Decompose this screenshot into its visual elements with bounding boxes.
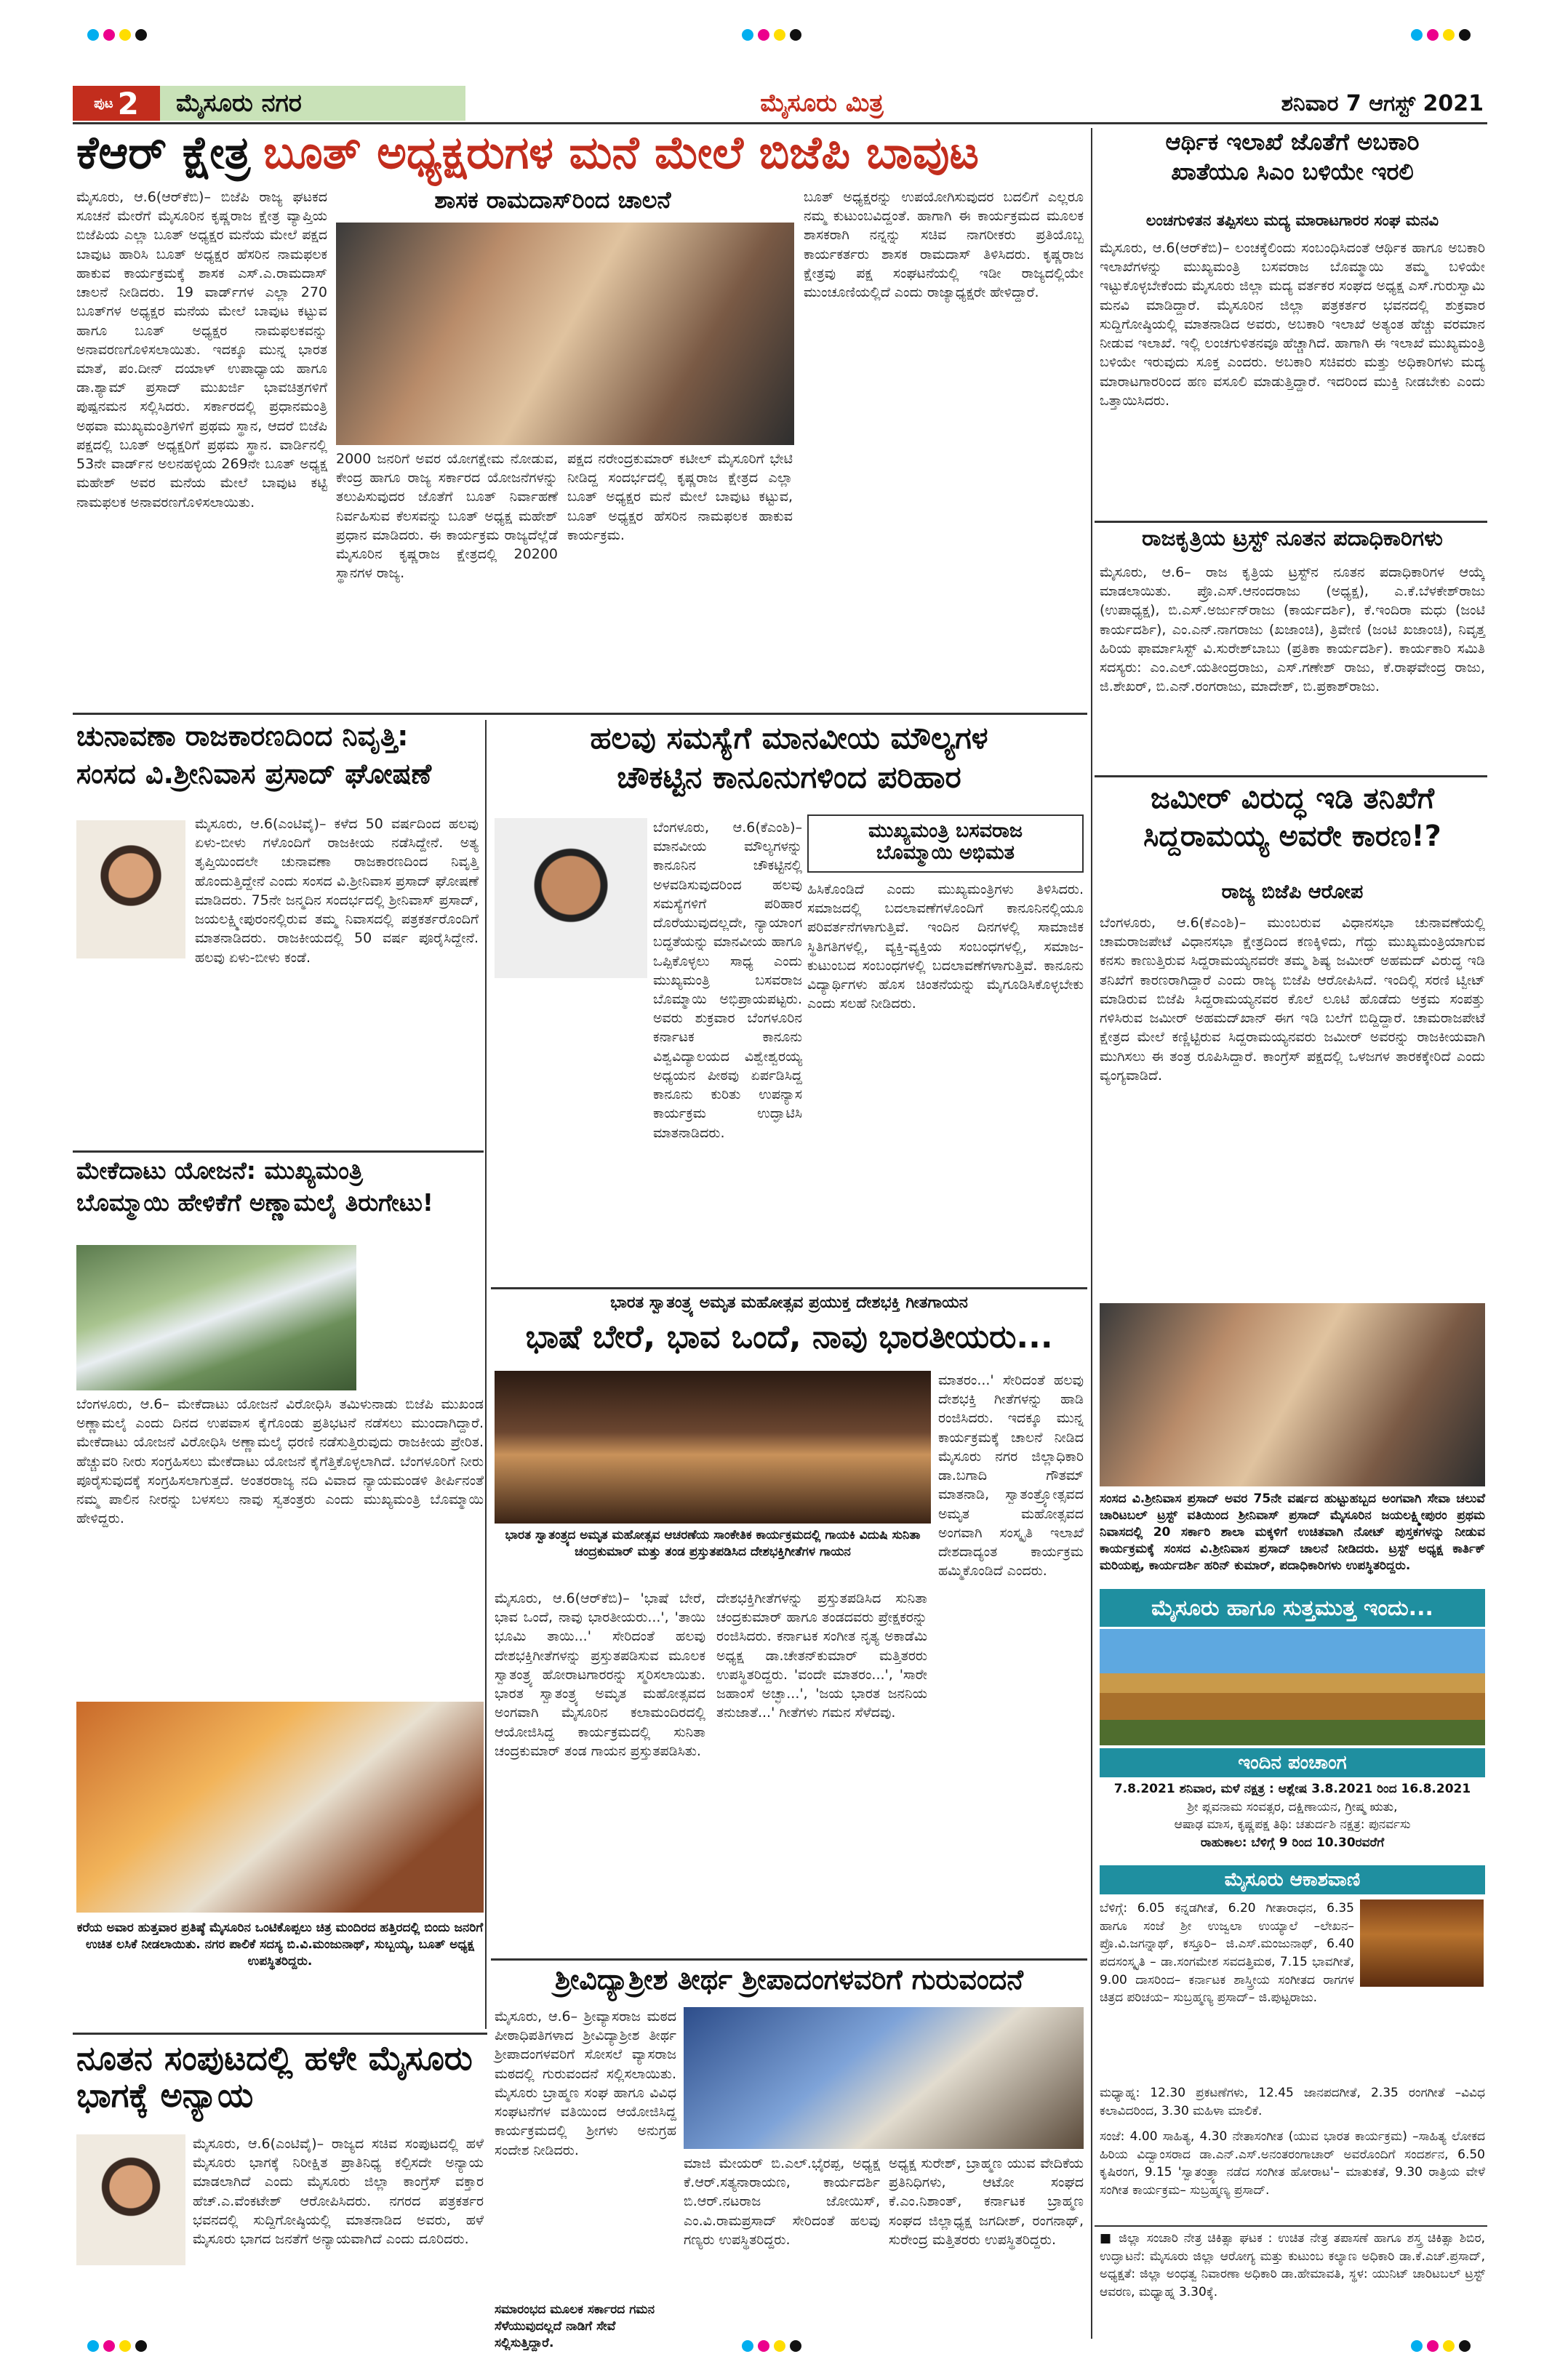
- registration-dots-top-right: [1411, 29, 1471, 41]
- mekedatu-headline-line1: ಮೇಕೆದಾಟು ಯೋಜನೆ: ಮುಖ್ಯಮಂತ್ರಿ: [76, 1156, 363, 1185]
- cm-portrait: [495, 818, 647, 978]
- bottom-top-rule: [73, 2033, 487, 2035]
- lead-col3: ಪಕ್ಷದ ನರೇಂದ್ರಕುಮಾರ್ ಕಟೀಲ್ ಮೈಸೂರಿಗೆ ಭೇಟಿ ನೀಡಿದ್ದ ಸಂದರ್ಭದಲ್ಲಿ ಕೃಷ್ಣರಾಜ ಕ್ಷೇತ್ರದ ಎಲ್ಲಾ ಬೂತ್ ಅಧ್ಯಕ್ಷರ ಮನೆ ಮೇಲೆ ಬಾವುಟ ಕಟ್ಟುವ, ಬೂತ್ ಅಧ್ಯಕ್ಷರ ಹೆಸರಿನ ನಾಮಫಲಕ ಹಾಕುವ ಕಾರ್ಯಕ್ರಮ.: [567, 451, 793, 543]
- zameer-headline-line1: ಜಮೀರ್ ವಿರುದ್ಧ ಇಡಿ ತನಿಖೆಗೆ: [1151, 782, 1434, 815]
- song-kicker: ಭಾರತ ಸ್ವಾತಂತ್ರ್ಯ ಅಮೃತ ಮಹೋತ್ಸವ ಪ್ರಯುಕ್ತ ದೇಶಭಕ್ತಿ ಗೀತಗಾಯನ: [610, 1294, 968, 1312]
- song-photo: [495, 1371, 931, 1524]
- bottom-headline: ನೂತನ ಸಂಪುಟದಲ್ಲಿ ಹಳೇ ಮೈಸೂರು ಭಾಗಕ್ಕೆ ಅನ್ಯಾಯ: [76, 2038, 473, 2115]
- mekedatu-headline: [76, 1158, 484, 1238]
- right-column-divider: [1091, 128, 1092, 2339]
- seer-headline: ಶ್ರೀವಿದ್ಯಾಶ್ರೀಶ ತೀರ್ಥ ಶ್ರೀಪಾದಂಗಳವರಿಗೆ ಗುರುವಂದನೆ: [554, 1963, 1023, 1995]
- excise-headline: [1100, 129, 1485, 209]
- seer-col3: ಅಧ್ಯಕ್ಷ ಸುರೇಶ್, ಬ್ರಾಹ್ಮಣ ಯುವ ವೇದಿಕೆಯ ಪ್ರತಿನಿಧಿಗಳು, ಆಟೋ ಸಂಘದ ಕೆ.ಎಂ.ನಿಶಾಂತ್, ಕರ್ನಾಟಕ ಬ್ರಾಹ್ಮಣ ಸಂಘದ ಜಿಲ್ಲಾಧ್ಯಕ್ಷ ಜಗದೀಶ್, ರಂಗನಾಥ್, ಸುರೇಂದ್ರ ಮತ್ತಿತರರು ಉಪಸ್ಥಿತರಿದ್ದರು.: [889, 2155, 1084, 2248]
- seer-col1: ಮೈಸೂರು, ಆ.6– ಶ್ರೀವ್ಯಾಸರಾಜ ಮಠದ ಪೀಠಾಧಿಪತಿಗಳಾದ ಶ್ರೀವಿದ್ಯಾಶ್ರೀಶ ತೀರ್ಥ ಶ್ರೀಪಾದಂಗಳವರಿಗೆ ಸೋಸಲೆ ವ್ಯಾಸರಾಜ ಮಠದಲ್ಲಿ ಗುರುವಂದನೆ ಸಲ್ಲಿಸಲಾಯಿತು. ಮೈಸೂರು ಬ್ರಾಹ್ಮಣ ಸಂಘ ಹಾಗೂ ವಿವಿಧ ಸಂಘಟನೆಗಳ ವತಿಯಿಂದ ಆಯೋಜಿಸಿದ್ದ ಕಾರ್ಯಕ್ರಮದಲ್ಲಿ ಶ್ರೀಗಳು ಅನುಗ್ರಹ ಸಂದೇಶ ನೀಡಿದರು.: [495, 2009, 676, 2158]
- song-bottom-rule: [491, 1958, 1087, 1961]
- panchanga-line2: ಶ್ರೀ ಪ್ಲವನಾಮ ಸಂವತ್ಸರ, ದಕ್ಷಿಣಾಯನ, ಗ್ರೀಷ್ಮ ಋತು,: [1187, 1799, 1398, 1814]
- cm-kicker-line1: ಮುಖ್ಯಮಂತ್ರಿ ಬಸವರಾಜ: [868, 820, 1023, 842]
- seer-photo: [684, 2007, 1084, 2149]
- retire-portrait: [76, 820, 185, 958]
- zameer-photo: [1100, 1303, 1485, 1486]
- page-number: 2: [117, 85, 139, 121]
- registration-dots-bottom: [87, 2340, 147, 2352]
- trust-headline: ರಾಜಕೃತ್ರಿಯ ಟ್ರಸ್ಟ್ ನೂತನ ಪದಾಧಿಕಾರಿಗಳು: [1142, 526, 1443, 551]
- song-col3: ಮಾತರಂ...' ಸೇರಿದಂತೆ ಹಲವು ದೇಶಭಕ್ತಿ ಗೀತೆಗಳನ್ನು ಹಾಡಿ ರಂಜಿಸಿದರು. ಇದಕ್ಕೂ ಮುನ್ನ ಕಾರ್ಯಕ್ರಮಕ್ಕೆ ಚಾಲನೆ ನೀಡಿದ ಮೈಸೂರು ನಗರ ಜಿಲ್ಲಾಧಿಕಾರಿ ಡಾ.ಬಗಾದಿ ಗೌತಮ್ ಮಾತನಾಡಿ, ಸ್ವಾತಂತ್ರ್ಯೋತ್ಸವದ ಅಮೃತ ಮಹೋತ್ಸವದ ಅಂಗವಾಗಿ ಸಂಸ್ಕೃತಿ ಇಲಾಖೆ ದೇಶದಾದ್ಯಂತ ಕಾರ್ಯಕ್ರಮ ಹಮ್ಮಿಕೊಂಡಿದೆ ಎಂದರು.: [938, 1372, 1084, 1580]
- cm-headline-line1: ಹಲವು ಸಮಸ್ಯೆಗೆ ಮಾನವೀಯ ಮೌಲ್ಯಗಳ: [590, 720, 988, 756]
- lead-col1: ಮೈಸೂರು, ಆ.6(ಆರ್‌ಕೆಬಿ)– ಬಿಜೆಪಿ ರಾಜ್ಯ ಘಟಕದ ಸೂಚನೆ ಮೇರೆಗೆ ಮೈಸೂರಿನ ಕೃಷ್ಣರಾಜ ಕ್ಷೇತ್ರ ವ್ಯಾಪ್ತಿಯ ಬಿಜೆಪಿಯ ಎಲ್ಲಾ ಬೂತ್ ಅಧ್ಯಕ್ಷರ ಮನೆಯ ಮೇಲೆ ಪಕ್ಷದ ಬಾವುಟ ಹಾರಿಸಿ ಬೂತ್ ಅಧ್ಯಕ್ಷರ ಹೆಸರಿನ ನಾಮಫಲಕ ಹಾಕುವ ಕಾರ್ಯಕ್ರಮಕ್ಕೆ ಶಾಸಕ ಎಸ್.ಎ.ರಾಮದಾಸ್ ಚಾಲನೆ ನೀಡಿದರು. 19 ವಾರ್ಡ್‌ಗಳ ಎಲ್ಲಾ 270 ಬೂತ್‌ಗಳ ಅಧ್ಯಕ್ಷರ ಮನೆಯ ಮೇಲೆ ಬಾವುಟ ಕಟ್ಟುವ ಹಾಗೂ ಬೂತ್ ಅಧ್ಯಕ್ಷರ ನಾಮಫಲಕವನ್ನು ಅನಾವರಣಗೊಳಿಸಲಾಯಿತು. ಇದಕ್ಕೂ ಮುನ್ನ ಭಾರತ ಮಾತೆ, ಪಂ.ದೀನ್ ದಯಾಳ್ ಉಪಾಧ್ಯಾಯ ಹಾಗೂ ಡಾ.ಶ್ಯಾಮ್ ಪ್ರಸಾದ್ ಮುಖರ್ಜಿ ಭಾವಚಿತ್ರಗಳಿಗೆ ಪುಷ್ಪನಮನ ಸಲ್ಲಿಸಿದರು. ಸರ್ಕಾರದಲ್ಲಿ ಪ್ರಧಾನಮಂತ್ರಿ ಅಥವಾ ಮುಖ್ಯಮಂತ್ರಿಗಳಿಗೆ ಪ್ರಥಮ ಸ್ಥಾನ, ಆದರೆ ಬಿಜೆಪಿ ಪಕ್ಷದಲ್ಲಿ ಬೂತ್ ಅಧ್ಯಕ್ಷರಿಗೆ ಪ್ರಥಮ ಸ್ಥಾನ. ವಾರ್ಡಿನಲ್ಲಿ 53ನೇ ವಾರ್ಡ್‌ನ ಅಲನಹಳ್ಳಿಯ 269ನೇ ಬೂತ್ ಅಧ್ಯಕ್ಷ ಮಹೇಶ್ ಅವರ ಮನೆಯ ಮೇಲೆ ಬಾವುಟ ಕಟ್ಟಿ ನಾಮಫಲಕ ಅನಾವರಣಗೊಳಿಸಲಾಯಿತು.: [76, 189, 327, 511]
- song-col1: ಮೈಸೂರು, ಆ.6(ಆರ್‌ಕೆಬಿ)– 'ಭಾಷೆ ಬೇರೆ, ಭಾವ ಒಂದೆ, ನಾವು ಭಾರತೀಯರು...', 'ತಾಯಿ ಭೂಮಿ ತಾಯಿ...' ಸೇರಿದಂತೆ ಹಲವು ದೇಶಭಕ್ತಿಗೀತೆಗಳನ್ನು ಪ್ರಸ್ತುತಪಡಿಸುವ ಮೂಲಕ ಸ್ವಾತಂತ್ರ್ಯ ಹೋರಾಟಗಾರರನ್ನು ಸ್ಮರಿಸಲಾಯಿತು. ಭಾರತ ಸ್ವಾತಂತ್ರ್ಯ ಅಮೃತ ಮಹೋತ್ಸವದ ಅಂಗವಾಗಿ ಮೈಸೂರಿನ ಕಲಾಮಂದಿರದಲ್ಲಿ ಆಯೋಜಿಸಿದ್ದ ಕಾರ್ಯಕ್ರಮದಲ್ಲಿ ಸುನಿತಾ ಚಂದ್ರಕುಮಾರ್ ತಂಡ ಗಾಯನ ಪ್ರಸ್ತುತಪಡಿಸಿತು.: [495, 1590, 705, 1759]
- cm-kicker: [807, 814, 1084, 873]
- panchanga-title: ಇಂದಿನ ಪಂಚಾಂಗ: [1100, 1748, 1485, 1777]
- trust-text: ಮೈಸೂರು, ಆ.6– ರಾಜ ಕೃತ್ರಿಯ ಟ್ರಸ್ಟ್‌ನ ನೂತನ ಪದಾಧಿಕಾರಿಗಳ ಆಯ್ಕೆ ಮಾಡಲಾಯಿತು. ಪ್ರೊ.ಎಸ್.ಆನಂದರಾಜು (ಅಧ್ಯಕ್ಷ), ಎ.ಕೆ.ಬೆಳಕೇಶ್‌ರಾಜು (ಉಪಾಧ್ಯಕ್ಷ), ಬಿ.ಎಸ್.ಅರ್ಜುನ್‌ರಾಜು (ಕಾರ್ಯದರ್ಶಿ), ಕೆ.ಇಂದಿರಾ ಮಧು (ಜಂಟಿ ಕಾರ್ಯದರ್ಶಿ), ಎಂ.ಎನ್.ನಾಗರಾಜು (ಖಜಾಂಚಿ), ತ್ರಿವೇಣಿ (ಜಂಟಿ ಖಜಾಂಚಿ), ನಿವೃತ್ತ ಹಿರಿಯ ಫಾರ್ಮಾಸಿಸ್ಟ್ ವಿ.ಸುರೇಶ್‌ಬಾಬು (ಪ್ರತಿಕಾ ಕಾರ್ಯದರ್ಶಿ). ಕಾರ್ಯಕಾರಿ ಸಮಿತಿ ಸದಸ್ಯರು: ಎಂ.ಎಲ್.ಯತೀಂದ್ರರಾಜು, ಎಸ್.ಗಣೇಶ್ ರಾಜು, ಕೆ.ರಾಘವೇಂದ್ರ ರಾಜು, ಜಿ.ಶೇಖರ್, ಬಿ.ಎನ್.ರಂಗರಾಜು, ಮಾದೇಶ್, ಬಿ.ಪ್ರಕಾಶ್‌ರಾಜು.: [1100, 564, 1485, 695]
- mekedatu-headline-line2: ಬೊಮ್ಮಾಯಿ ಹೇಳಿಕೆಗೆ ಅಣ್ಣಾಮಲೈ ತಿರುಗೇಟು!: [76, 1188, 433, 1217]
- song-caption: ಭಾರತ ಸ್ವಾತಂತ್ರ್ಯದ ಅಮೃತ ಮಹೋತ್ಸವ ಆಚರಣೆಯ ಸಾಂಕೇತಿಕ ಕಾರ್ಯಕ್ರಮದಲ್ಲಿ ಗಾಯಕಿ ವಿದುಷಿ ಸುನಿತಾ ಚಂದ್ರಕುಮಾರ್ ಮತ್ತು ತಂಡ ಪ್ರಸ್ತುತಪಡಿಸಿದ ದೇಶಭಕ್ತಿಗೀತೆಗಳ ಗಾಯನ: [505, 1528, 921, 1559]
- lead-bottom-rule: [73, 713, 1087, 715]
- cm-bottom-rule: [491, 1287, 1087, 1289]
- mekedatu-caption: ಕರೆಯ ಅವಾರ ಹುತ್ತವಾರ ಪ್ರತಿಷ್ಠೆ ಮೈಸೂರಿನ ಒಂಟಿಕೊಪ್ಪಲು ಚಿತ್ರ ಮಂದಿರದ ಹತ್ತಿರದಲ್ಲಿ ಬಿಂದು ಜನರಿಗೆ ಉಚಿತ ಲಸಿಕೆ ನೀಡಲಾಯಿತು. ನಗರ ಪಾಲಿಕೆ ಸದಸ್ಯ ಬಿ.ವಿ.ಮಂಜುನಾಥ್, ಸುಬ್ಬಯ್ಯ, ಬೂತ್ ಅಧ್ಯಕ್ಷ ಉಪಸ್ಥಿತರಿದ್ದರು.: [76, 1921, 484, 1969]
- cm-kicker-line2: ಬೊಮ್ಮಾಯಿ ಅಭಿಮತ: [876, 841, 1015, 864]
- excise-headline-line1: ಆರ್ಥಿಕ ಇಲಾಖೆ ಜೊತೆಗೆ ಅಬಕಾರಿ: [1165, 128, 1420, 156]
- radio-title: ಮೈಸೂರು ಆಕಾಶವಾಣಿ: [1100, 1865, 1485, 1894]
- column-divider: [485, 720, 487, 2029]
- radio-afternoon: ಮಧ್ಯಾಹ್ನ: 12.30 ಪ್ರಕಟಣೆಗಳು, 12.45 ಜಾನಪದಗೀತೆ, 2.35 ರಂಗಗೀತೆ –ವಿವಿಧ ಕಲಾವಿದರಿಂದ, 3.30 ಮಹಿಳಾ ಮಾಲಿಕೆ.: [1100, 2086, 1485, 2118]
- mekedatu-photo: [76, 1245, 356, 1390]
- radio-evening: ಸಂಜೆ: 4.00 ಸಾಹಿತ್ಯ, 4.30 ನೇತಾಸಂಗೀತ (ಯುವ ಭಾರತ ಕಾರ್ಯಕ್ರಮ) –ಸಾಹಿತ್ಯ ಲೋಕದ ಹಿರಿಯ ವಿದ್ವಾಂಸರಾದ ಡಾ.ಎನ್.ಎಸ್.ಅನಂತರಂಗಾಚಾರ್ ಅವರೊಂದಿಗೆ ಸಂದರ್ಶನ, 6.50 ಕೃಷಿರಂಗ, 9.15 'ಸ್ವಾತಂತ್ರ್ಯಾ ನಡೆದ ಸಂಗೀತ ಹೋರಾಟ'– ಮಾತುಕತೆ, 9.30 ರಾತ್ರಿಯ ವೇಳೆ ಸಂಗೀತ ಕಾರ್ಯಕ್ರಮ– ಸುಬ್ರಹ್ಮಣ್ಯ ಪ್ರಸಾದ್.: [1100, 2129, 1485, 2198]
- lead-subhead: ಶಾಸಕ ರಾಮದಾಸ್‌ರಿಂದ ಚಾಲನೆ: [434, 186, 671, 214]
- radio-morning: ಬೆಳಿಗ್ಗೆ: 6.05 ಕನ್ನಡಗೀತೆ, 6.20 ಗೀತಾರಾಧನ, 6.35 ಹಾಗೂ ಸಂಜೆ ಶ್ರೀ ಉಜ್ವಲಾ ಉಯ್ಯಾಲೆ –ಲೇಖನ– ಪ್ರೊ.ವಿ.ಜಗನ್ನಾಥ್, ಕಸ್ತೂರಿ– ಜಿ.ಎಸ್.ಮಂಜುನಾಥ್, 6.40 ಪದಸಂಸ್ಕೃತಿ – ಡಾ.ಸಂಗಮೇಶ ಸವದತ್ತಿಮಠ, 7.15 ಭಾವಗೀತೆ, 9.00 ದಾಸರಿಂದ– ಕರ್ನಾಟಕ ಶಾಸ್ತ್ರೀಯ ಸಂಗೀತದ ರಾಗಗಳ ಚಿತ್ರದ ಪರಿಚಯ– ಸುಬ್ರಹ್ಮಣ್ಯ ಪ್ರಸಾದ್– ಜಿ.ಪುಟ್ಟರಾಜು.: [1100, 1901, 1354, 2006]
- retire-headline: [76, 721, 480, 809]
- zameer-headline-line2: ಸಿದ್ದರಾಮಯ್ಯ ಅವರೇ ಕಾರಣ!?: [1143, 820, 1441, 853]
- page-number-badge: [73, 86, 160, 121]
- panchanga-line3: ಆಷಾಢ ಮಾಸ, ಕೃಷ್ಣಪಕ್ಷ ತಿಥಿ: ಚತುರ್ದಶಿ ನಕ್ಷತ್ರ: ಪುನರ್ವಸು: [1174, 1817, 1411, 1833]
- cm-col2: ಹಿಸಿಕೊಂಡಿದೆ ಎಂದು ಮುಖ್ಯಮಂತ್ರಿಗಳು ತಿಳಿಸಿದರು. ಸಮಾಜದಲ್ಲಿ ಬದಲಾವಣೆಗಳೊಂದಿಗೆ ಕಾನೂನಿನಲ್ಲಿಯೂ ಪರಿವರ್ತನೆಗಳಾಗುತ್ತಿವೆ. ಇಂದಿನ ದಿನಗಳಲ್ಲಿ ಸಾಮಾಜಿಕ ಸ್ಥಿತಿಗತಿಗಳಲ್ಲಿ, ವ್ಯಕ್ತಿ-ವ್ಯಕ್ತಿಯ ಸಂಬಂಧಗಳಲ್ಲಿ, ಸಮಾಜ-ಕುಟುಂಬದ ಸಂಬಂಧಗಳಲ್ಲಿ ಬದಲಾವಣೆಗಳಾಗುತ್ತಿವೆ. ಕಾನೂನು ವಿದ್ಯಾರ್ಥಿಗಳು ಹೊಸ ಚಿಂತನೆಯನ್ನು ಮೈಗೂಡಿಸಿಕೊಳ್ಳಬೇಕು ಎಂದು ಸಲಹೆ ನೀಡಿದರು.: [807, 881, 1084, 1012]
- retire-bottom-rule: [73, 1150, 484, 1153]
- zameer-caption: ಸಂಸದ ವಿ.ಶ್ರೀನಿವಾಸ ಪ್ರಸಾದ್ ಅವರ 75ನೇ ವರ್ಷದ ಹುಟ್ಟುಹಬ್ಬದ ಅಂಗವಾಗಿ ಸೇವಾ ಚಲುವೆ ಚಾರಿಟಬಲ್ ಟ್ರಸ್ಟ್ ವತಿಯಿಂದ ಶ್ರೀನಿವಾಸ್ ಪ್ರಸಾದ್ ಮೈಸೂರಿನ ಜಯಲಕ್ಷ್ಮೀಪುರಂ ಪ್ರಥಮ ನಿವಾಸದಲ್ಲಿ 20 ಸರ್ಕಾರಿ ಶಾಲಾ ಮಕ್ಕಳಿಗೆ ಉಚಿತವಾಗಿ ನೋಟ್ ಪುಸ್ತಕಗಳನ್ನು ನೀಡುವ ಕಾರ್ಯಕ್ರಮಕ್ಕೆ ಸಂಸದ ವಿ.ಶ್ರೀನಿವಾಸ ಪ್ರಸಾದ್ ಚಾಲನೆ ನೀಡಿದರು. ಟ್ರಸ್ಟ್ ಅಧ್ಯಕ್ಷ ಕಾರ್ತಿಕ್ ಮರಿಯಪ್ಪ, ಕಾರ್ಯದರ್ಶಿ ಹರಿನ್ ಕುಮಾರ್, ಪದಾಧಿಕಾರಿಗಳು ಉಪಸ್ಥಿತರಿದ್ದರು.: [1100, 1492, 1485, 1573]
- cm-headline-line2: ಚೌಕಟ್ಟಿನ ಕಾನೂನುಗಳಿಂದ ಪರಿಹಾರ: [617, 759, 961, 796]
- bottom-col1: ಮೈಸೂರು, ಆ.6(ಎಂಟಿವೈ)– ರಾಜ್ಯದ ಸಚಿವ ಸಂಪುಟದಲ್ಲಿ ಹಳೆ ಮೈಸೂರು ಭಾಗಕ್ಕೆ ನಿರೀಕ್ಷಿತ ಪ್ರಾತಿನಿಧ್ಯ ಕಲ್ಪಿಸದೇ ಅನ್ಯಾಯ ಮಾಡಲಾಗಿದೆ ಎಂದು ಮೈಸೂರು ಜಿಲ್ಲಾ ಕಾಂಗ್ರೆಸ್ ವಕ್ತಾರ ಹೆಚ್.ಎ.ವೆಂಕಟೇಶ್ ಆರೋಪಿಸಿದರು. ನಗರದ ಪತ್ರಕರ್ತರ ಭವನದಲ್ಲಿ ಸುದ್ದಿಗೋಷ್ಠಿಯಲ್ಲಿ ಮಾತನಾಡಿದ ಅವರು, ಹಳೆ ಮೈಸೂರು ಭಾಗದ ಜನತೆಗೆ ಅನ್ಯಾಯವಾಗಿದೆ ಎಂದು ದೂರಿದರು.: [193, 2136, 484, 2248]
- excise-headline-line2: ಖಾತೆಯೂ ಸಿಎಂ ಬಳಿಯೇ ಇರಲಿ: [1171, 158, 1414, 186]
- registration-dots-top-center: [742, 29, 801, 41]
- retire-headline-line1: ಚುನಾವಣಾ ರಾಜಕಾರಣದಿಂದ ನಿವೃತ್ತಿ:: [76, 720, 409, 752]
- zameer-kicker: ರಾಜ್ಯ ಬಿಜೆಪಿ ಆರೋಪ: [1221, 881, 1364, 903]
- song-headline: ಭಾಷೆ ಬೇರೆ, ಭಾವ ಒಂದೆ, ನಾವು ಭಾರತೀಯರು...: [525, 1318, 1053, 1356]
- registration-dots-top: [87, 29, 147, 41]
- lead-col2: 2000 ಜನರಿಗೆ ಅವರ ಯೋಗಕ್ಷೇಮ ನೋಡುವ, ಕೇಂದ್ರ ಹಾಗೂ ರಾಜ್ಯ ಸರ್ಕಾರದ ಯೋಜನೆಗಳನ್ನು ತಲುಪಿಸುವುದರ ಜೊತೆಗೆ ಬೂತ್ ನಿರ್ವಾಹಣೆ ನಿರ್ವಹಿಸುವ ಕೆಲಸವನ್ನು ಬೂತ್ ಅಧ್ಯಕ್ಷ ಮಹೇಶ್ ಪ್ರಧಾನ ಮಾಡಿದರು. ಈ ಕಾರ್ಯಕ್ರಮ ರಾಜ್ಯದೆಲ್ಲೆಡೆ ಮೈಸೂರಿನ ಕೃಷ್ಣರಾಜ ಕ್ಷೇತ್ರದಲ್ಲಿ 20200 ಸ್ಥಾನಗಳ ರಾಜ್ಯ.: [336, 451, 558, 582]
- retire-text: ಮೈಸೂರು, ಆ.6(ಎಂಟಿವೈ)– ಕಳೆದ 50 ವರ್ಷದಿಂದ ಹಲವು ಏಳು-ಬೀಳು ಗಳೊಂದಿಗೆ ರಾಜಕೀಯ ನಡೆಸಿದ್ದೇನೆ. ಅತ್ಯ ತೃಪ್ತಿಯಿಂದಲೇ ಚುನಾವಣಾ ರಾಜಕಾರಣದಿಂದ ನಿವೃತ್ತಿ ಹೊಂದುತ್ತಿದ್ದೇನೆ ಎಂದು ಸಂಸದ ವಿ.ಶ್ರೀನಿವಾಸ ಪ್ರಸಾದ್ ಘೋಷಣೆ ಮಾಡಿದರು. 75ನೇ ಜನ್ಮದಿನ ಸಂದರ್ಭದಲ್ಲಿ ಶ್ರೀನಿವಾಸ್ ಪ್ರಸಾದ್, ಜಯಲಕ್ಷ್ಮೀಪುರಂನಲ್ಲಿರುವ ತಮ್ಮ ನಿವಾಸದಲ್ಲಿ ಪತ್ರಕರ್ತರೊಂದಿಗೆ ಮಾತನಾಡಿದರು. ರಾಜಕೀಯದಲ್ಲಿ 50 ವರ್ಷ ಪೂರೈಸಿದ್ದೇನೆ. ಹಲವು ಏಳು-ಬೀಳು ಕಂಡೆ.: [195, 816, 479, 966]
- retire-headline-line2: ಸಂಸದ ವಿ.ಶ್ರೀನಿವಾಸ ಪ್ರಸಾದ್ ಘೋಷಣೆ: [76, 757, 432, 790]
- panchanga-line1: 7.8.2021 ಶನಿವಾರ, ಮಳೆ ನಕ್ಷತ್ರ : ಆಶ್ಲೇಷ 3.8.2021 ರಿಂದ 16.8.2021: [1113, 1782, 1471, 1796]
- panchanga-line4: ರಾಹುಕಾಲ: ಬೆಳಿಗ್ಗೆ 9 ರಿಂದ 10.30ರವರೆಗೆ: [1200, 1835, 1385, 1850]
- excise-kicker: ಲಂಚಗುಳಿತನ ತಪ್ಪಿಸಲು ಮದ್ಯ ಮಾರಾಟಗಾರರ ಸಂಘ ಮನವಿ: [1145, 212, 1439, 229]
- mekedatu-text: ಬೆಂಗಳೂರು, ಆ.6– ಮೇಕೆದಾಟು ಯೋಜನೆ ವಿರೋಧಿಸಿ ತಮಿಳುನಾಡು ಬಿಜೆಪಿ ಮುಖಂಡ ಅಣ್ಣಾಮಲೈ ಎಂದು ದಿನದ ಉಪವಾಸ ಕೈಗೊಂಡು ಪ್ರತಿಭಟನೆ ನಡೆಸಲು ಮುಂದಾಗಿದ್ದಾರೆ. ಮೇಕೆದಾಟು ಯೋಜನೆ ವಿರೋಧಿಸಿ ಅಣ್ಣಾಮಲೈ ಧರಣಿ ನಡೆಸುತ್ತಿರುವುದು ರಾಜಕೀಯ ಪ್ರೇರಿತ. ಹೆಚ್ಚುವರಿ ನೀರು ಸಂಗ್ರಹಿಸಲು ಮೇಕೆದಾಟು ಯೋಜನೆ ಕೈಗೆತ್ತಿಕೊಳ್ಳಲಾಗಿದೆ. ಬೆಂಗಳೂರಿಗೆ ನೀರು ಪೂರೈಸುವುದಕ್ಕೆ ಸಂಗ್ರಹಿಸಲಾಗುತ್ತದೆ. ಅಂತರರಾಜ್ಯ ನದಿ ವಿವಾದ ನ್ಯಾಯಮಂಡಳಿ ತೀರ್ಪಿನಂತೆ ನಮ್ಮ ಪಾಲಿನ ನೀರನ್ನು ಬಳಸಲು ನಾವು ಸ್ವತಂತ್ರರು ಎಂದು ಮುಖ್ಯಮಂತ್ರಿ ಬೊಮ್ಮಾಯಿ ಹೇಳಿದ್ದರು.: [76, 1396, 484, 1527]
- palace-photo: [1100, 1629, 1485, 1745]
- cm-col1: ಬೆಂಗಳೂರು, ಆ.6(ಕೆಎಂಶಿ)– ಮಾನವೀಯ ಮೌಲ್ಯಗಳನ್ನು ಕಾನೂನಿನ ಚೌಕಟ್ಟಿನಲ್ಲಿ ಅಳವಡಿಸುವುದರಿಂದ ಹಲವು ಸಮಸ್ಯೆಗಳಿಗೆ ಪರಿಹಾರ ದೊರೆಯುವುದಲ್ಲದೇ, ನ್ಯಾಯಾಂಗ ಬದ್ಧತೆಯನ್ನು ಮಾನವೀಯ ಹಾಗೂ ಒಪ್ಪಿಕೊಳ್ಳಲು ಸಾಧ್ಯ ಎಂದು ಮುಖ್ಯಮಂತ್ರಿ ಬಸವರಾಜ ಬೊಮ್ಮಾಯಿ ಅಭಿಪ್ರಾಯಪಟ್ಟರು. ಅವರು ಶುಕ್ರವಾರ ಬೆಂಗಳೂರಿನ ಕರ್ನಾಟಕ ಕಾನೂನು ವಿಶ್ವವಿದ್ಯಾಲಯದ ವಿಶ್ವೇಶ್ವರಯ್ಯ ಅಧ್ಯಯನ ಪೀಠವು ಏರ್ಪಡಿಸಿದ್ದ ಕಾನೂನು ಕುರಿತು ಉಪನ್ಯಾಸ ಕಾರ್ಯಕ್ರಮ ಉದ್ಘಾಟಿಸಿ ಮಾತನಾಡಿದರು.: [653, 820, 802, 1141]
- lead-photo: [336, 223, 794, 445]
- seer-caption: ಸಮಾರಂಭದ ಮೂಲಕ ಸರ್ಕಾರದ ಗಮನ ಸೆಳೆಯುವುದಲ್ಲದೆ ನಾಡಿಗೆ ಸೇವೆ ಸಲ್ಲಿಸುತ್ತಿದ್ದಾರೆ.: [495, 2302, 655, 2350]
- excise-bottom-rule: [1095, 521, 1487, 523]
- bottom-portrait: [76, 2134, 185, 2265]
- lead-headline-red: ಬೂತ್ ಅಧ್ಯಕ್ಷರುಗಳ ಮನೆ ಮೇಲೆ ಬಿಜೆಪಿ ಬಾವುಟ: [263, 126, 979, 179]
- song-col2: ದೇಶಭಕ್ತಿಗೀತೆಗಳನ್ನು ಪ್ರಸ್ತುತಪಡಿಸಿದ ಸುನಿತಾ ಚಂದ್ರಕುಮಾರ್ ಹಾಗೂ ತಂಡದವರು ಪ್ರೇಕ್ಷಕರನ್ನು ರಂಜಿಸಿದರು. ಕರ್ನಾಟಕ ಸಂಗೀತ ನೃತ್ಯ ಅಕಾಡೆಮಿ ಅಧ್ಯಕ್ಷ ಡಾ.ಚೇತನ್‌ಕುಮಾರ್ ಮತ್ತಿತರರು ಉಪಸ್ಥಿತರಿದ್ದರು. 'ವಂದೇ ಮಾತರಂ...', 'ಸಾರೇ ಜಹಾಂಸೆ ಅಚ್ಛಾ...', 'ಜಯ ಭಾರತ ಜನನಿಯ ತನುಜಾತೆ...' ಗೀತೆಗಳು ಗಮನ ಸೆಳೆದವು.: [716, 1590, 927, 1721]
- zameer-text: ಬೆಂಗಳೂರು, ಆ.6(ಕೆಎಂಶಿ)– ಮುಂಬರುವ ವಿಧಾನಸಭಾ ಚುನಾವಣೆಯಲ್ಲಿ ಚಾಮರಾಜಪೇಟೆ ವಿಧಾನಸಭಾ ಕ್ಷೇತ್ರದಿಂದ ಕಣಕ್ಕಿಳಿದು, ಗೆದ್ದು ಮುಖ್ಯಮಂತ್ರಿಯಾಗುವ ಕನಸು ಕಾಣುತ್ತಿರುವ ಸಿದ್ದರಾಮಯ್ಯನವರೇ ತಮ್ಮ ಶಿಷ್ಯ ಜಮೀರ್ ಅಹಮದ್ ವಿರುದ್ಧ ಇಡಿ ತನಿಖೆಗೆ ಕಾರಣರಾಗಿದ್ದಾರೆ ಎಂದು ರಾಜ್ಯ ಬಿಜೆಪಿ ಆರೋಪಿಸಿದೆ. ಇಂದಿಲ್ಲಿ ಸರಣಿ ಟ್ವೀಟ್ ಮಾಡಿರುವ ಬಿಜೆಪಿ ಸಿದ್ದರಾಮಯ್ಯನವರ ಕೊಲೆ ಲೂಟಿ ಹೊಡೆದು ಅಕ್ರಮ ಸಂಪತ್ತು ಗಳಿಸಿರುವ ಜಮೀರ್ ಅಹಮದ್‌ಖಾನ್ ಈಗ ಇಡಿ ಬಲೆಗೆ ಬಿದ್ದಿದ್ದಾರೆ. ಚಾಮರಾಜಪೇಟೆ ಕ್ಷೇತ್ರದ ಮೇಲೆ ಕಣ್ಣಿಟ್ಟಿರುವ ಸಿದ್ದರಾಮಯ್ಯನವರು ಜಮೀರ್ ಅವರನ್ನು ರಾಜಕೀಯವಾಗಿ ಮುಗಿಸಲು ಈ ತಂತ್ರ ರೂಪಿಸಿದ್ದಾರೆ. ಕಾಂಗ್ರೆಸ್ ಪಕ್ಷದಲ್ಲಿ ಒಳಜಗಳ ತಾರಕಕ್ಕೇರಿದೆ ಎಂದು ವ್ಯಂಗ್ಯವಾಡಿದೆ.: [1100, 915, 1485, 1084]
- registration-dots-bottom-center: [742, 2340, 801, 2352]
- zameer-headline: [1100, 782, 1485, 877]
- lead-headline: [76, 128, 1084, 185]
- registration-dots-bottom-right: [1411, 2340, 1471, 2352]
- section-name: ಮೈಸೂರು ನಗರ: [160, 86, 465, 121]
- header-rule: [73, 122, 1487, 124]
- trust-bottom-rule: [1095, 775, 1487, 777]
- excise-text: ಮೈಸೂರು, ಆ.6(ಆರ್‌ಕೆಬಿ)– ಲಂಚಕ್ಕೆಲಿಂದು ಸಂಬಂಧಿಸಿದಂತೆ ಆರ್ಥಿಕ ಹಾಗೂ ಅಬಕಾರಿ ಇಲಾಖೆಗಳನ್ನು ಮುಖ್ಯಮಂತ್ರಿ ಬಸವರಾಜ ಬೊಮ್ಮಾಯಿ ತಮ್ಮ ಬಳಿಯೇ ಇಟ್ಟುಕೊಳ್ಳಬೇಕೆಂದು ಮೈಸೂರು ಜಿಲ್ಲಾ ಮದ್ಯ ವರ್ತಕರ ಸಂಘದ ಅಧ್ಯಕ್ಷ ಎಸ್.ಗುರುಸ್ವಾಮಿ ಮನವಿ ಮಾಡಿದ್ದಾರೆ. ಮೈಸೂರಿನ ಜಿಲ್ಲಾ ಪತ್ರಕರ್ತರ ಭವನದಲ್ಲಿ ಶುಕ್ರವಾರ ಸುದ್ದಿಗೋಷ್ಠಿಯಲ್ಲಿ ಮಾತನಾಡಿದ ಅವರು, ಅಬಕಾರಿ ಇಲಾಖೆ ಅತ್ಯಂತ ಹೆಚ್ಚು ವರಮಾನ ನೀಡುವ ಇಲಾಖೆ. ಇಲ್ಲಿ ಲಂಚಗುಳಿತನವೂ ಹೆಚ್ಚಾಗಿದೆ. ಹಾಗಾಗಿ ಈ ಇಲಾಖೆ ಮುಖ್ಯಮಂತ್ರಿ ಬಳಿಯೇ ಇರುವುದು ಸೂಕ್ತ ಎಂದರು. ಅಬಕಾರಿ ಸಚಿವರು ಮತ್ತು ಅಧಿಕಾರಿಗಳು ಮದ್ಯ ಮಾರಾಟಗಾರರಿಂದ ಹಣ ವಸೂಲಿ ಮಾಡುತ್ತಿದ್ದಾರೆ. ಇದರಿಂದ ಮುಕ್ತಿ ನೀಡಬೇಕು ಎಂದು ಒತ್ತಾಯಿಸಿದರು.: [1100, 240, 1485, 409]
- seer-col2: ಮಾಜಿ ಮೇಯರ್ ಬಿ.ಎಲ್.ಭೈರಪ್ಪ, ಅಧ್ಯಕ್ಷ ಕೆ.ಆರ್.ಸತ್ಯನಾರಾಯಣ, ಕಾರ್ಯದರ್ಶಿ ಬಿ.ಆರ್.ನಟರಾಜ ಜೋಯಿಸ್, ಎಂ.ವಿ.ರಾಮಪ್ರಸಾದ್ ಸೇರಿದಂತೆ ಹಲವು ಗಣ್ಯರು ಉಪಸ್ಥಿತರಿದ್ದರು.: [684, 2155, 880, 2248]
- panchanga-block: [1100, 1780, 1485, 1862]
- page-label: ಪುಟ: [94, 95, 113, 111]
- masthead: ಮೈಸೂರು ಮಿತ್ರ: [760, 89, 884, 118]
- cm-headline: [495, 721, 1084, 809]
- radio-icon: [1360, 1899, 1484, 1987]
- mekedatu-event-photo: [76, 1702, 484, 1913]
- dateline: ಶನಿವಾರ 7 ಆಗಸ್ಟ್ 2021: [1281, 90, 1484, 116]
- today-banner: ಮೈಸೂರು ಹಾಗೂ ಸುತ್ತಮುತ್ತ ಇಂದು...: [1100, 1589, 1485, 1627]
- exhibition-notice: ■ ಜಿಲ್ಲಾ ಸಂಚಾರಿ ನೇತ್ರ ಚಿಕಿತ್ಸಾ ಘಟಕ : ಉಚಿತ ನೇತ್ರ ತಪಾಸಣೆ ಹಾಗೂ ಶಸ್ತ್ರ ಚಿಕಿತ್ಸಾ ಶಿಬಿರ, ಉದ್ಘಾಟನೆ: ಮೈಸೂರು ಜಿಲ್ಲಾ ಆರೋಗ್ಯ ಮತ್ತು ಕುಟುಂಬ ಕಲ್ಯಾಣ ಅಧಿಕಾರಿ ಡಾ.ಕೆ.ಎಚ್.ಪ್ರಸಾದ್, ಅಧ್ಯಕ್ಷತೆ: ಜಿಲ್ಲಾ ಅಂಧತ್ವ ನಿವಾರಣಾ ಅಧಿಕಾರಿ ಡಾ.ಹೇಮಾವತಿ, ಸ್ಥಳ: ಯುನಿಟ್ ಚಾರಿಟಬಲ್ ಟ್ರಸ್ಟ್ ಆವರಣ, ಮಧ್ಯಾಹ್ನ 3.30ಕ್ಕೆ.: [1100, 2231, 1485, 2299]
- today-rule: [1095, 2225, 1487, 2227]
- lead-col4: ಬೂತ್ ಅಧ್ಯಕ್ಷರನ್ನು ಉಪಯೋಗಿಸುವುದರ ಬದಲಿಗೆ ಎಲ್ಲರೂ ನಮ್ಮ ಕುಟುಂಬವಿದ್ದಂತೆ. ಹಾಗಾಗಿ ಈ ಕಾರ್ಯಕ್ರಮದ ಮೂಲಕ ಶಾಸಕರಾಗಿ ನನ್ನನ್ನು ಸಚಿವ ನಾಗರೀಕರು ಪ್ರತಿಯೊಬ್ಬ ಕಾರ್ಯಕರ್ತರು ಶಾಸಕ ರಾಮದಾಸ್ ತಿಳಿಸಿದರು. ಕೃಷ್ಣರಾಜ ಕ್ಷೇತ್ರವು ಪಕ್ಷ ಸಂಘಟನೆಯಲ್ಲಿ ಇಡೀ ರಾಜ್ಯದಲ್ಲಿಯೇ ಮುಂಚೂಣಿಯಲ್ಲಿದೆ ಎಂದು ರಾಜ್ಯಾಧ್ಯಕ್ಷರೇ ಹೇಳಿದ್ದಾರೆ.: [804, 189, 1084, 301]
- lead-headline-black: ಕೆಆರ್ ಕ್ಷೇತ್ರ: [76, 126, 251, 179]
